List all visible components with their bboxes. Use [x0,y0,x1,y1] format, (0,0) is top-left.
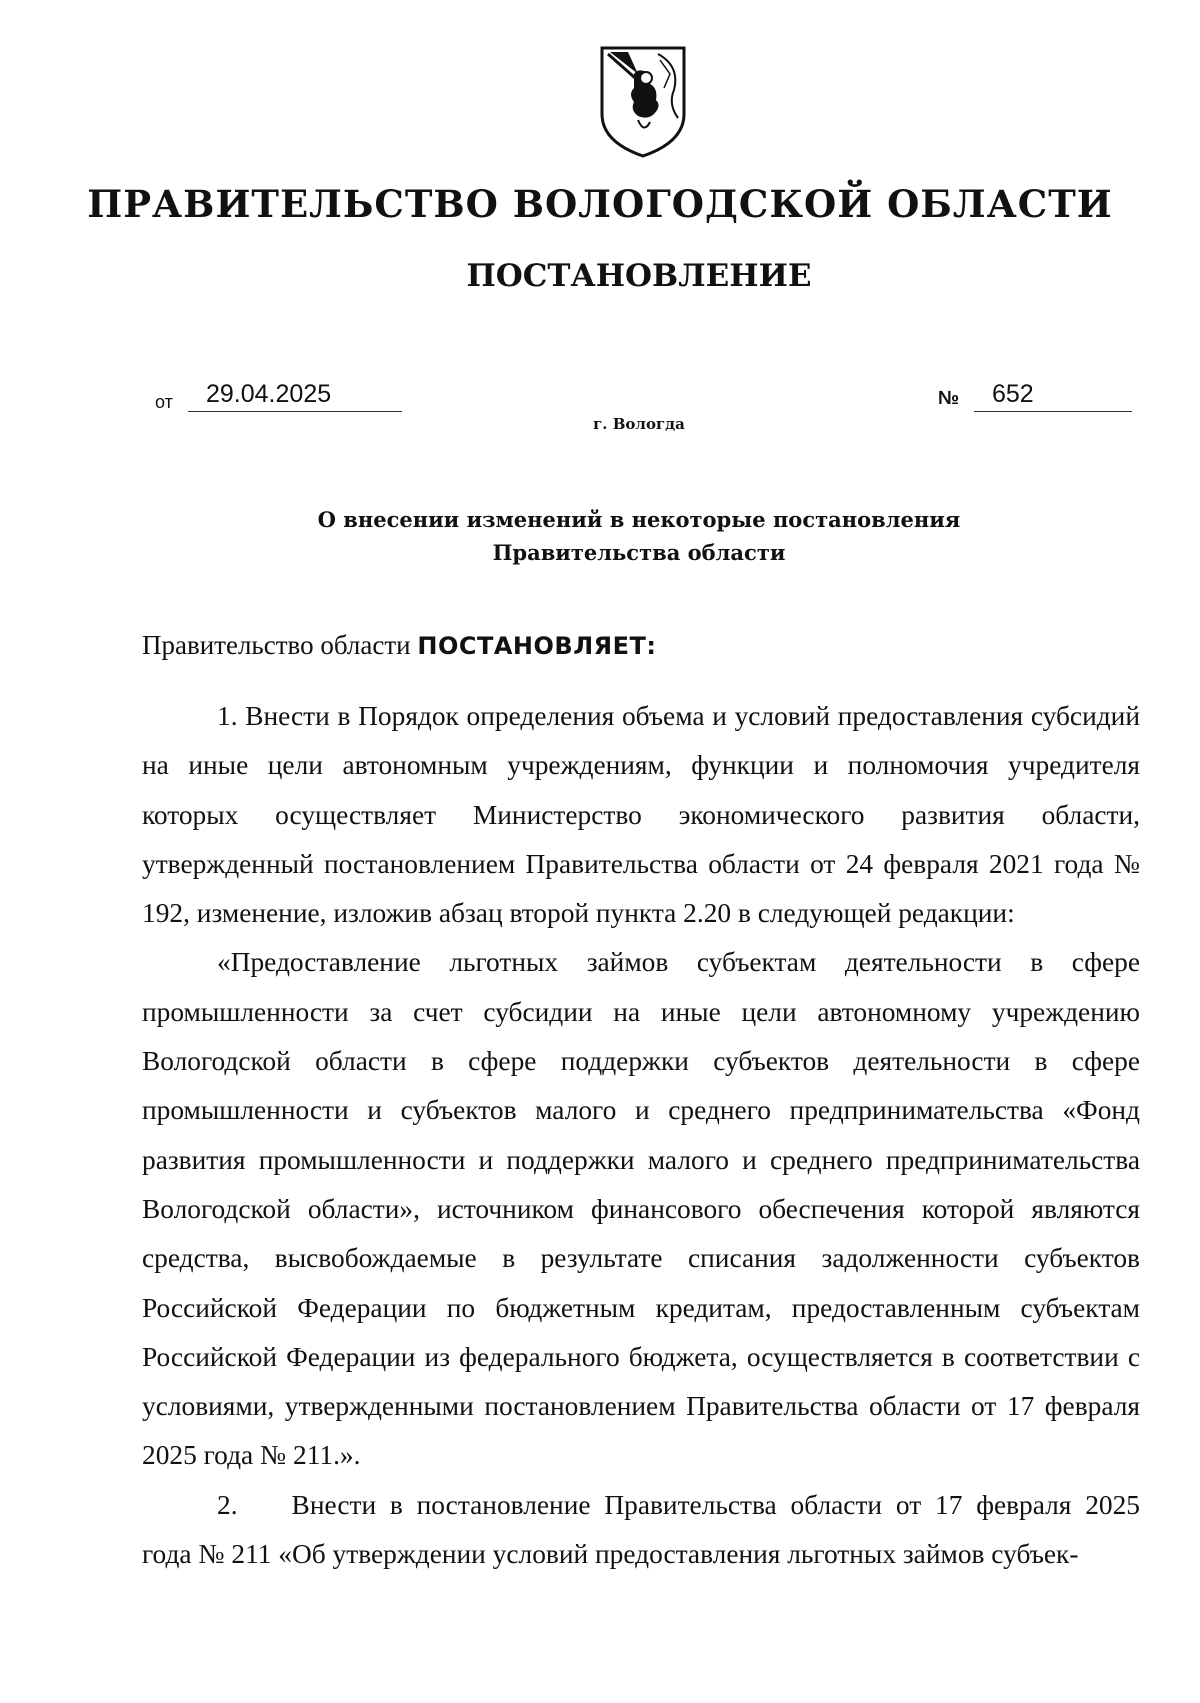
lead-keyword: ПОСТАНОВЛЯЕТ: [417,632,657,660]
point-2 [142,1481,1140,1580]
document-date: 29.04.2025 [188,380,402,412]
document-body [142,692,1140,1579]
quoted-paragraph: «Предоставление льготных займов субъектам деятельности в сфере промышленности за счет субсидии на иные цели автономному учреждению Вологодской области в сфере поддержки субъектов деятельности в сфере промышленности и субъектов малого и среднего предпринимательства «Фонд развития промышленности и поддержки малого и среднего предпринимательства Вологодской области», источником финансового обеспечения которой являются средства, высвобождаемые в результате списания задолженности субъектов Российской Федерации по бюджетным кредитам, предоставленным субъектам Российской Федерации из федерального бюджета, осуществляется в соответствии с условиями, утвержденными постановлением Правительства области от 17 февраля 2025 года № 211.». [142,947,1140,1471]
number-prefix: № [938,388,960,409]
date-prefix: от [155,392,173,412]
lead-text: Правительство области [142,630,418,660]
point-2-text: Внести в постановление Правительства области от 17 февраля 2025 года № 211 «Об утверждении условий предоставления льготных займов субъек- [142,1489,1140,1570]
document-number: 652 [974,380,1132,412]
city-label: г. Вологда [593,415,685,433]
document-subject [0,503,1200,569]
coat-of-arms-icon [598,44,688,160]
point-2-number: 2. [217,1489,238,1520]
authority-title: ПРАВИТЕЛЬСТВО ВОЛОГОДСКОЙ ОБЛАСТИ [87,182,1113,226]
document-type: ПОСТАНОВЛЕНИЕ [466,258,812,294]
resolution-lead [142,630,656,661]
subject-line-2: Правительства области [492,540,786,565]
subject-line-1: О внесении изменений в некоторые постановления [317,507,961,532]
point-1: 1. Внести в Порядок определения объема и условий предоставления субсидий на иные цели автономным учреждениям, функции и полномочия учредителя которых осуществляет Министерство экономического развития области, утвержденный постановлением Правительства области от 24 февраля 2021 года № 192, изменение, изложив абзац второй пункта 2.20 в следующей редакции: [142,701,1140,929]
